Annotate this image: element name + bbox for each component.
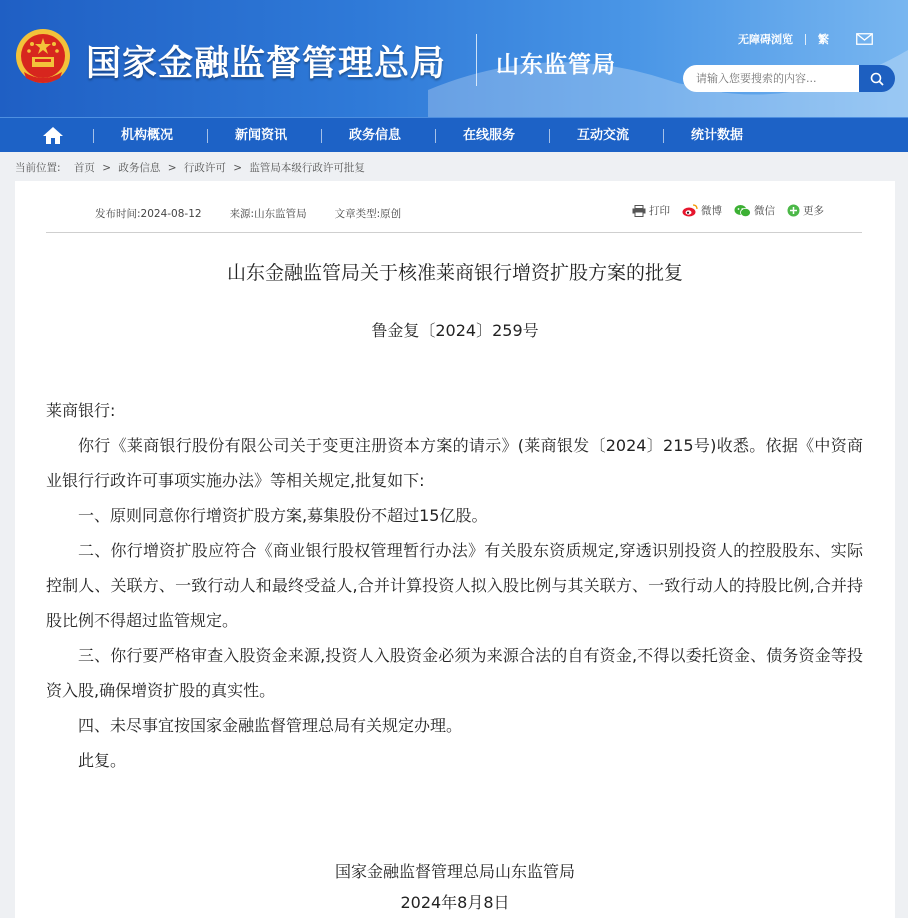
site-sub-brand[interactable]: 山东监管局 (496, 52, 616, 78)
national-emblem-icon (14, 26, 72, 88)
nav-divider (435, 129, 436, 143)
article-card (15, 181, 895, 918)
more-share-button[interactable] (787, 203, 824, 218)
article-source: 来源:山东监管局 (229, 208, 307, 220)
wechat-share-button[interactable] (734, 203, 775, 218)
weibo-icon (682, 204, 698, 217)
main-nav (0, 117, 908, 152)
signature-block (15, 856, 895, 918)
salutation: 莱商银行: (46, 401, 116, 420)
breadcrumb-home[interactable]: 首页 (73, 162, 95, 174)
meta-divider (46, 232, 862, 233)
body-paragraph: 四、未尽事宜按国家金融监督管理总局有关规定办理。 (78, 716, 463, 735)
nav-divider (93, 129, 94, 143)
article-type: 文章类型:原创 (334, 208, 402, 220)
search-box (683, 65, 895, 92)
top-link-divider (805, 34, 806, 45)
breadcrumb-label: 当前位置: (15, 162, 61, 174)
mail-icon[interactable] (856, 33, 873, 45)
publish-time: 发布时间:2024-08-12 (95, 208, 202, 220)
nav-divider (207, 129, 208, 143)
more-label: 更多 (803, 205, 824, 217)
nav-item-about[interactable]: 机构概况 (121, 128, 174, 143)
nav-item-news[interactable]: 新闻资讯 (235, 128, 288, 143)
nav-divider (663, 129, 664, 143)
article-title: 山东金融监管局关于核准莱商银行增资扩股方案的批复 (226, 262, 683, 284)
breadcrumb-separator: > (102, 162, 112, 174)
breadcrumb-government-affairs[interactable]: 政务信息 (118, 162, 161, 174)
plus-circle-icon (787, 204, 800, 217)
home-icon[interactable] (42, 126, 64, 145)
traditional-chinese-link[interactable]: 繁 (818, 33, 829, 46)
brand-divider (476, 34, 477, 86)
nav-divider (549, 129, 550, 143)
share-bar (632, 203, 836, 218)
breadcrumb (15, 160, 369, 175)
accessibility-link[interactable]: 无障碍浏览 (738, 33, 793, 46)
weibo-label: 微博 (701, 205, 722, 217)
site-brand[interactable]: 国家金融监督管理总局 (86, 44, 447, 84)
breadcrumb-administrative-license[interactable]: 行政许可 (183, 162, 226, 174)
print-button[interactable] (632, 203, 670, 218)
signature-org: 国家金融监督管理总局山东监管局 (334, 862, 575, 881)
search-button[interactable] (859, 65, 895, 92)
wechat-label: 微信 (754, 205, 775, 217)
breadcrumb-separator: > (167, 162, 177, 174)
document-number: 鲁金复〔2024〕259号 (371, 321, 539, 340)
nav-item-statistics[interactable]: 统计数据 (691, 128, 744, 143)
body-paragraph: 三、你行要严格审查入股资金来源,投资人入股资金必须为来源合法的自有资金,不得以委托资金、债务资金等投资入股,确保增资扩股的真实性。 (46, 646, 863, 700)
nav-item-interaction[interactable]: 互动交流 (577, 128, 630, 143)
nav-item-online-services[interactable]: 在线服务 (463, 128, 516, 143)
weibo-share-button[interactable] (682, 203, 722, 218)
breadcrumb-current[interactable]: 监管局本级行政许可批复 (249, 162, 365, 174)
body-paragraph: 二、你行增资扩股应符合《商业银行股权管理暂行办法》有关股东资质规定,穿透识别投资人的控股股东、实际控制人、关联方、一致行动人和最终受益人,合并计算投资人拟入股比例与其关联方、一致行动人的持股比例,合并持股比例不得超过监管规定。 (46, 541, 863, 630)
print-label: 打印 (649, 205, 670, 217)
body-paragraph: 一、原则同意你行增资扩股方案,募集股份不超过15亿股。 (78, 506, 488, 525)
search-input[interactable] (683, 65, 861, 92)
article-meta (95, 206, 429, 221)
printer-icon (632, 205, 646, 217)
top-links (738, 31, 829, 47)
body-paragraph: 此复。 (78, 751, 127, 770)
nav-divider (321, 129, 322, 143)
article-body (46, 393, 863, 778)
body-paragraph: 你行《莱商银行股份有限公司关于变更注册资本方案的请示》(莱商银发〔2024〕215号)收悉。依据《中资商业银行行政许可事项实施办法》等相关规定,批复如下: (46, 436, 863, 490)
nav-item-government-affairs[interactable]: 政务信息 (349, 128, 402, 143)
signature-date: 2024年8月8日 (400, 893, 510, 912)
site-header (0, 0, 908, 117)
wechat-icon (734, 204, 751, 218)
search-icon (870, 72, 884, 86)
breadcrumb-separator: > (233, 162, 243, 174)
